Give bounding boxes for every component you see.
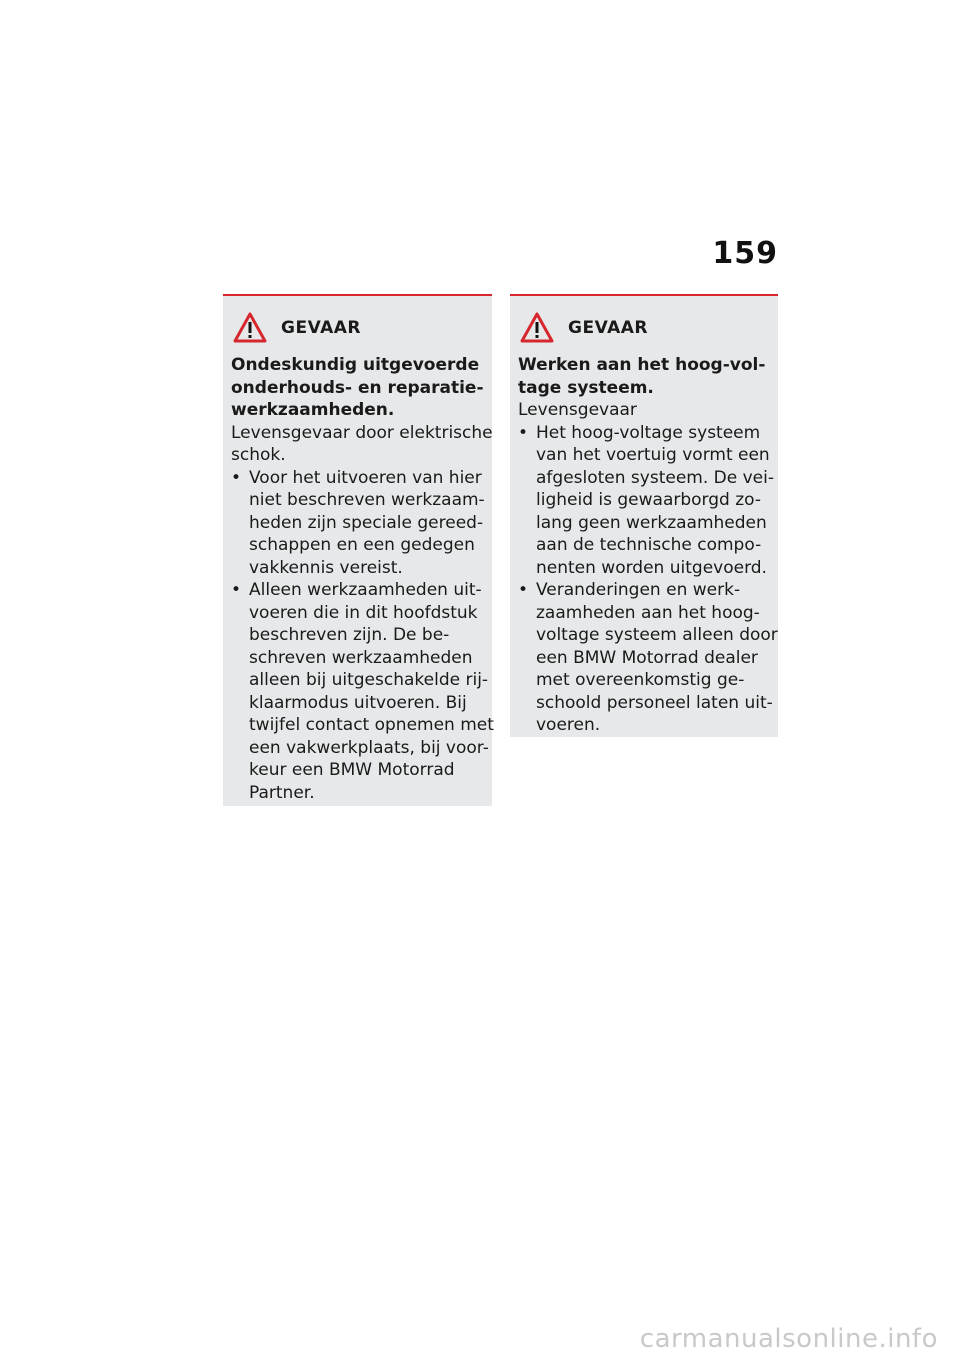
bullet-line: twijfel contact opnemen met: [249, 715, 494, 735]
bullet-line: schoold personeel laten uit-: [536, 692, 773, 713]
bullet-line: een BMW Motorrad dealer: [536, 647, 758, 668]
bullet-line: keur een BMW Motorrad: [249, 760, 455, 780]
bullet-line: aan de technische compo-: [536, 535, 762, 555]
bullet-line: heden zijn speciale gereed-: [249, 512, 484, 533]
list-item: [231, 579, 494, 804]
bullet-line: alleen bij uitgeschakelde rij-: [249, 670, 489, 690]
bullet-line: van het voertuig vormt een: [536, 445, 770, 465]
bullet-line: lang geen werkzaamheden: [536, 512, 767, 533]
lead-line: werkzaamheden.: [231, 400, 395, 420]
list-item: [231, 467, 484, 580]
bullet-marker: •: [518, 422, 529, 443]
bullet-line: Het hoog-voltage systeem: [536, 422, 761, 443]
bullet-line: schreven werkzaamheden: [249, 647, 473, 668]
bullet-line: een vakwerkplaats, bij voor-: [249, 737, 489, 758]
warning-triangle-icon: [520, 312, 554, 344]
bullet-line: voltage systeem alleen door: [536, 625, 778, 645]
bullet-line: Partner.: [249, 782, 315, 803]
list-item: [518, 579, 778, 737]
warning-title: GEVAAR: [281, 318, 361, 338]
bullet-line: Alleen werkzaamheden uit-: [249, 580, 482, 600]
bullet-line: klaarmodus uitvoeren. Bij: [249, 692, 467, 713]
intro-line: Levensgevaar door elektrische: [231, 422, 493, 443]
bullet-line: nenten worden uitgevoerd.: [536, 557, 767, 578]
bullet-marker: •: [231, 467, 242, 488]
lead-line: onderhouds- en reparatie-: [231, 377, 484, 398]
warning-header: [233, 310, 484, 346]
bullet-line: afgesloten systeem. De vei-: [536, 467, 774, 488]
bullet-line: beschreven zijn. De be-: [249, 625, 450, 645]
bullet-line: Veranderingen en werk-: [536, 580, 741, 600]
bullet-marker: •: [231, 580, 242, 600]
warning-title: GEVAAR: [568, 318, 648, 338]
bullet-line: voeren die in dit hoofdstuk: [249, 602, 478, 623]
bullet-line: vakkennis vereist.: [249, 557, 403, 578]
bullet-line: niet beschreven werkzaam-: [249, 490, 485, 510]
lead-line: Ondeskundig uitgevoerde: [231, 355, 480, 375]
lead-line: Werken aan het hoog-vol-: [518, 355, 766, 375]
bullet-line: Voor het uitvoeren van hier: [249, 467, 482, 488]
bullet-line: ligheid is gewaarborgd zo-: [536, 490, 761, 510]
warning-triangle-icon: [233, 312, 267, 344]
bullet-line: schappen en een gedegen: [249, 535, 475, 555]
bullet-list: [518, 422, 778, 737]
intro-line: schok.: [231, 445, 286, 465]
warning-box-left: [223, 294, 492, 806]
bullet-line: met overeenkomstig ge-: [536, 670, 745, 690]
bullet-line: zaamheden aan het hoog-: [536, 602, 760, 623]
page-number: 159: [712, 236, 778, 271]
bullet-list: [231, 467, 494, 805]
lead-line: tage systeem.: [518, 377, 654, 398]
intro-line: Levensgevaar: [518, 400, 637, 420]
bullet-line: voeren.: [536, 715, 601, 735]
warning-box-right: [510, 294, 778, 737]
warning-header: [520, 310, 770, 346]
bullet-marker: •: [518, 580, 529, 600]
list-item: [518, 422, 774, 580]
watermark: carmanualsonline.info: [639, 1324, 938, 1354]
